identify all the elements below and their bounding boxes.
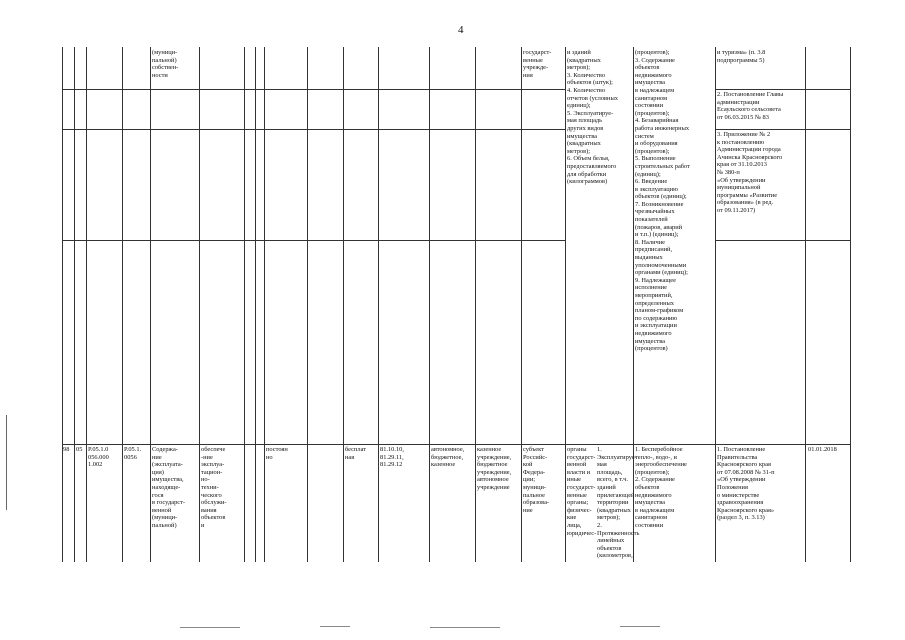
grid-line <box>850 47 851 562</box>
owner-note: (муници- пальной) собствен- ности <box>152 49 179 79</box>
volume-indicators-cont: и зданий (квадратных метров); 3. Количество объектов (штук); 4. Количество отчетов (условных единиц); 5. Эксплуатируе- мая площадь других видов имущества (квадратных метров); 6. Объем белья, предоставляемого для обработки (килограммов) <box>567 49 618 186</box>
grid-line <box>62 240 565 241</box>
grid-line <box>475 47 476 562</box>
grid-line <box>264 47 265 562</box>
grid-line <box>86 47 87 562</box>
grid-line <box>74 47 75 562</box>
grid-line <box>62 444 850 445</box>
grid-line <box>521 47 522 562</box>
grid-line <box>255 47 256 562</box>
quality-indicators: 1. Бесперебойное тепло-, водо-, и энергообеспечение (процентов); 2. Содержание объектов недвижимого имущества в надлежащем санитарном состоянии <box>635 446 687 529</box>
grid-line <box>199 47 200 562</box>
service-name: Содержа- ние (эксплуата- ция) имущества, находяще- гося в государст- венной (муници- пальной) <box>152 446 186 529</box>
legal-basis-b: 2. Постановление Главы администрации Есаульского сельсовета от 06.03.2015 № 83 <box>717 91 784 121</box>
grid-line <box>378 47 379 562</box>
founder: субъект Российс- кой Федера- ции; муници- пальное образова- ние <box>523 446 550 514</box>
grid-line <box>805 47 806 562</box>
consumers: органы государст- венной власти и иные государст- венные органы; физичес- кие лица, юридичес- <box>567 446 597 537</box>
row-number: 98 <box>63 446 70 453</box>
legal-basis-c: 3. Приложение № 2 к постановлению Администрации города Ачинска Красноярского края от 31.10.2013 № 380-п «Об утверждении муниципальной программы «Развитие образования» (в ред. от 09.11.2017) <box>717 131 783 214</box>
grid-line <box>633 47 634 562</box>
org-type-note: государст- венные учрежде- ния <box>523 49 552 79</box>
periodicity: постоян но <box>266 446 288 461</box>
registry-code: Р.05.1.0 056.000 1.002 <box>88 446 109 469</box>
volume-indicators: 1. Эксплуатируе- мая площадь, всего, в т.ч. зданий прилегающей территории (квадратных метров); 2. Протяженность линейных объектов (километров, <box>597 446 640 560</box>
grid-line <box>122 47 123 562</box>
grid-line <box>715 47 716 562</box>
grid-line <box>150 47 151 562</box>
grid-line <box>715 240 850 241</box>
legal-basis-a: и туризма» (п. 3.8 подпрограммы 5) <box>717 49 766 64</box>
org-form: автономное, бюджетное, казенное <box>431 446 465 469</box>
grid-line <box>565 47 566 562</box>
page-number: 4 <box>458 24 464 36</box>
okved-codes: 81.10.10, 81.29.11, 81.29.12 <box>380 446 404 469</box>
margin-line <box>6 415 7 510</box>
grid-line <box>244 47 245 562</box>
legal-basis: 1. Постановление Правительства Красноярского края от 07.08.2008 № 31-п «Об утверждении Положения о министерстве здравоохранения Красноярского края» (раздел 3, п. 3.13) <box>717 446 775 522</box>
grid-line <box>343 47 344 562</box>
grid-line <box>715 129 850 130</box>
section-code: 05 <box>76 446 83 453</box>
grid-line <box>307 47 308 562</box>
grid-line <box>62 129 565 130</box>
grid-line <box>62 89 565 90</box>
service-code: Р.05.1. 0056 <box>124 446 142 461</box>
institution-type: казенное учреждение, бюджетное учреждение, автономное учреждение <box>477 446 512 491</box>
effective-date: 01.01.2018 <box>808 446 837 453</box>
grid-line <box>62 47 63 562</box>
quality-indicators-cont: (процентов); 3. Содержание объектов недвижимого имущества в надлежащем санитарном состоянии (процентов); 4. Безаварийная работа инженерных систем и оборудования (процентов); 5. Выполнение строительных работ (единиц); 6. Введение в эксплуатацию объектов (единиц); 7. Возникновение чрезвычайных показателей (пожаров, аварий и т.п.) (единиц); 8. Наличие предписаний, выданных уполномоченными органами (единиц); 9. Надлежащее исполнение мероприятий, определенных планом-графиком по содержанию и эксплуатации недвижимого имущества (процентов) <box>635 49 690 353</box>
payment-type: бесплат ная <box>345 446 367 461</box>
service-content: обеспече -ние эксплуа- тацион- но- техни- ческого обслужи- вания объектов и <box>201 446 227 529</box>
grid-line <box>715 89 850 90</box>
grid-line <box>429 47 430 562</box>
scan-artifacts <box>0 625 905 631</box>
